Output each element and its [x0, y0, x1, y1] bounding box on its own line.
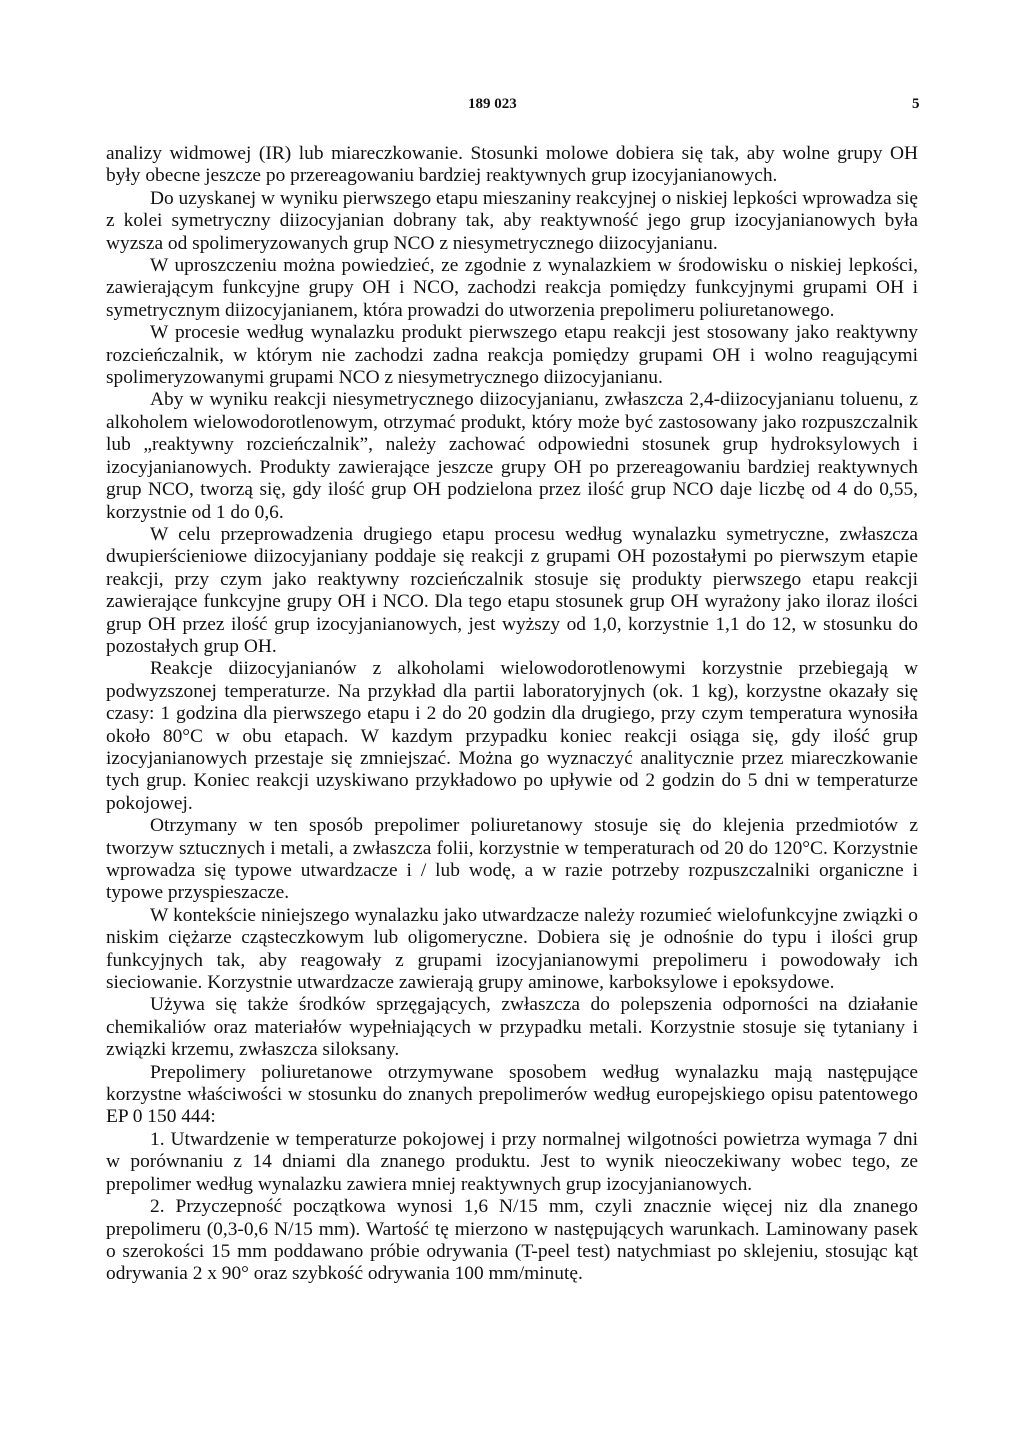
paragraph: W uproszczeniu można powiedzieć, ze zgodnie z wynalazkiem w środowisku o niskiej lepkości, zawierającym funkcyjne grupy OH i NCO, zachodzi reakcja pomiędzy funkcyjnymi grupami OH i symetrycznym diizocyjanianem, która prowadzi do utworzenia prepolimeru poliuretanowego. — [106, 255, 918, 321]
paragraph: analizy widmowej (IR) lub miareczkowanie. Stosunki molowe dobiera się tak, aby wolne grupy OH były obecne jeszcze po przereagowaniu bardziej reaktywnych grup izocyjanianowych. — [106, 143, 918, 187]
page-header — [0, 96, 1024, 120]
list-item: 2. Przyczepność początkowa wynosi 1,6 N/15 mm, czyli znacznie więcej niz dla znanego prepolimeru (0,3-0,6 N/15 mm). Wartość tę mierzono w następujących warunkach. Laminowany pasek o szerokości 15 mm poddawano próbie odrywania (T-peel test) natychmiast po sklejeniu, stosując kąt odrywania 2 x 90° oraz szybkość odrywania 100 mm/minutę. — [106, 1196, 918, 1285]
paragraph: Aby w wyniku reakcji niesymetrycznego diizocyjanianu, zwłaszcza 2,4-diizocyjanianu toluenu, z alkoholem wielowodorotlenowym, otrzymać produkt, który może być zastosowany jako rozpuszczalnik lub „reaktywny rozcieńczalnik”, należy zachować odpowiedni stosunek grup hydroksylowych i izocyjanianowych. Produkty zawierające jeszcze grupy OH po przereagowaniu bardziej reaktywnych grup NCO, tworzą się, gdy ilość grup OH podzielona przez ilość grup NCO daje liczbę od 4 do 0,55, korzystnie od 1 do 0,6. — [106, 389, 918, 523]
page-number: 5 — [912, 96, 920, 112]
paragraph: W procesie według wynalazku produkt pierwszego etapu reakcji jest stosowany jako reaktywny rozcieńczalnik, w którym nie zachodzi zadna reakcja pomiędzy grupami OH i wolno reagującymi spolimeryzowanymi grupami NCO z niesymetrycznego diizocyjanianu. — [106, 322, 918, 389]
advantages-list — [106, 1129, 918, 1286]
paragraph: Otrzymany w ten sposób prepolimer poliuretanowy stosuje się do klejenia przedmiotów z tworzyw sztucznych i metali, a zwłaszcza folii, korzystnie w temperaturach od 20 do 120°C. Korzystnie wprowadza się typowe utwardzacze i / lub wodę, a w razie potrzeby rozpuszczalniki organiczne i typowe przyspieszacze. — [106, 815, 918, 904]
paragraph: Do uzyskanej w wyniku pierwszego etapu mieszaniny reakcyjnej o niskiej lepkości wprowadza się z kolei symetryczny diizocyjanian dobrany tak, aby reaktywność jego grup izocyjanianowych była wyzsza od spolimeryzowanych grup NCO z niesymetrycznego diizocyjanianu. — [106, 187, 918, 254]
paragraph: Reakcje diizocyjanianów z alkoholami wielowodorotlenowymi korzystnie przebiegają w podwyzszonej temperaturze. Na przykład dla partii laboratoryjnych (ok. 1 kg), korzystne okazały się czasy: 1 godzina dla pierwszego etapu i 2 do 20 godzin dla drugiego, przy czym temperatura wynosiła około 80°C w obu etapach. W kazdym przypadku koniec reakcji osiąga się, gdy ilość grup izocyjanianowych przestaje się zmniejszać. Można go wyznaczyć analitycznie przez miareczkowanie tych grup. Koniec reakcji uzyskiwano przykładowo po upływie od 2 godzin do 5 dni w temperaturze pokojowej. — [106, 658, 918, 814]
paragraph: W kontekście niniejszego wynalazku jako utwardzacze należy rozumieć wielofunkcyjne związki o niskim ciężarze cząsteczkowym lub oligomeryczne. Dobiera się je odnośnie do typu i ilości grup funkcyjnych tak, aby reagowały z grupami izocyjanianowymi prepolimeru i powodowały ich sieciowanie. Korzystnie utwardzacze zawierają grupy aminowe, karboksylowe i epoksydowe. — [106, 904, 918, 994]
body-text — [106, 143, 918, 1286]
list-item: 1. Utwardzenie w temperaturze pokojowej i przy normalnej wilgotności powietrza wymaga 7 dni w porównaniu z 14 dniami dla znanego produktu. Jest to wynik nieoczekiwany wobec tego, ze prepolimer według wynalazku zawiera mniej reaktywnych grup izocyjanianowych. — [106, 1128, 918, 1195]
paragraph: Używa się także środków sprzęgających, zwłaszcza do polepszenia odporności na działanie chemikaliów oraz materiałów wypełniających w przypadku metali. Korzystnie stosuje się tytaniany i związki krzemu, zwłaszcza siloksany. — [106, 994, 918, 1061]
paragraph: Prepolimery poliuretanowe otrzymywane sposobem według wynalazku mają następujące korzystne właściwości w stosunku do znanych prepolimerów według europejskiego opisu patentowego EP 0 150 444: — [106, 1061, 918, 1128]
paragraph: W celu przeprowadzenia drugiego etapu procesu według wynalazku symetryczne, zwłaszcza dwupierścieniowe diizocyjaniany poddaje się reakcji z grupami OH pozostałymi po pierwszym etapie reakcji, przy czym jako reaktywny rozcieńczalnik stosuje się produkty pierwszego etapu reakcji zawierające funkcyjne grupy OH i NCO. Dla tego etapu stosunek grup OH wyrażony jako iloraz ilości grup OH przez ilość grup izocyjanianowych, jest wyższy od 1,0, korzystnie 1,1 do 12, w stosunku do pozostałych grup OH. — [106, 523, 918, 657]
document-number: 189 023 — [468, 96, 517, 112]
